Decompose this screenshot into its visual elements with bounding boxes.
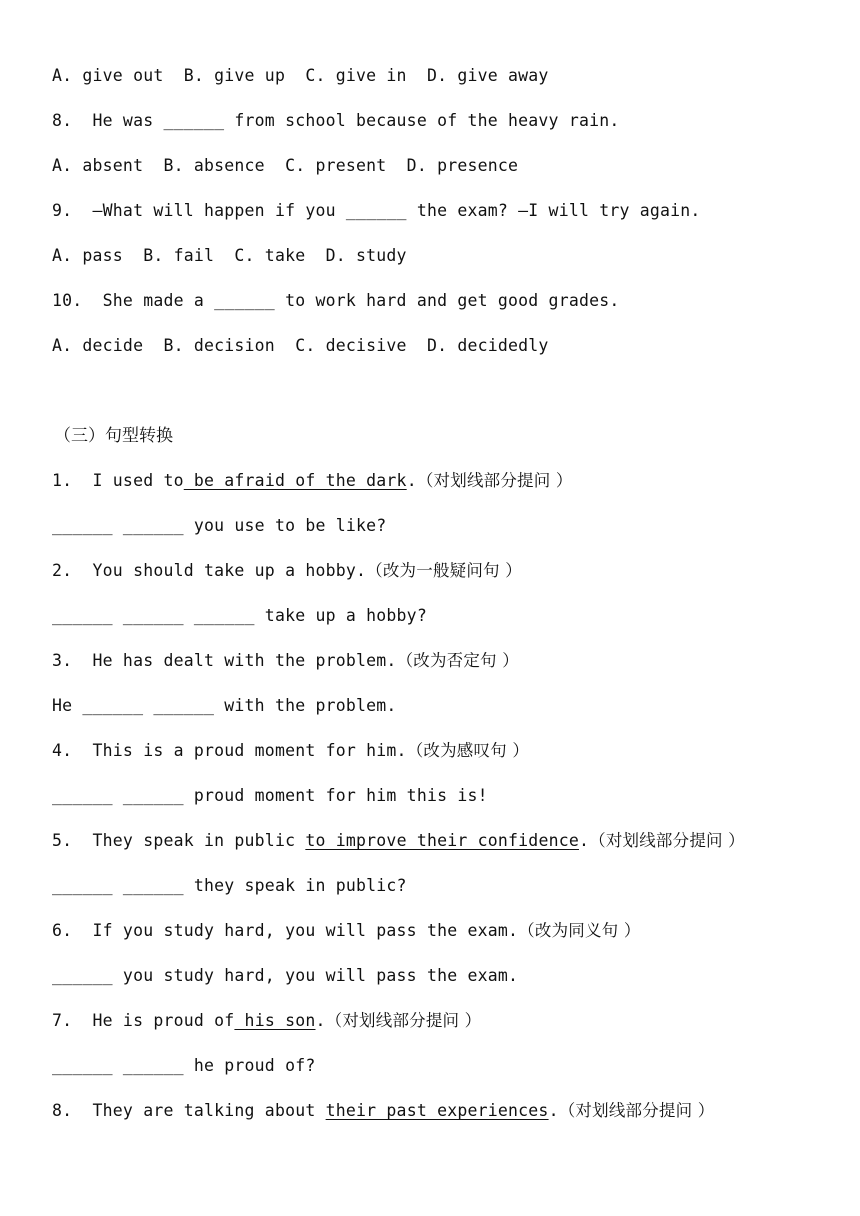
instruction-note: （对划线部分提问 ） bbox=[325, 1011, 482, 1030]
underlined-phrase: his son bbox=[234, 1011, 316, 1030]
answer-line: ______ ______ he proud of? bbox=[52, 1056, 316, 1075]
answer-line: ______ ______ ______ take up a hobby? bbox=[52, 606, 427, 625]
q9-options: A. pass B. fail C. take D. study bbox=[52, 246, 407, 265]
transform-question bbox=[52, 830, 745, 852]
instruction-note: （改为感叹句 ） bbox=[406, 741, 530, 760]
question-punct: . bbox=[578, 831, 590, 850]
q10-stem: 10. She made a ______ to work hard and get good grades. bbox=[52, 291, 620, 310]
underlined-phrase: their past experiences bbox=[325, 1101, 549, 1120]
instruction-note: （对划线部分提问 ） bbox=[416, 471, 573, 490]
instruction-note: （改为否定句 ） bbox=[396, 651, 519, 670]
transform-question bbox=[52, 920, 641, 942]
question-text: 3. He has dealt with the problem. bbox=[52, 651, 397, 670]
instruction-note: （改为同义句 ） bbox=[518, 921, 641, 940]
question-punct: . bbox=[315, 1011, 326, 1030]
underlined-phrase: be afraid of the dark bbox=[183, 471, 407, 490]
question-text: 2. You should take up a hobby. bbox=[52, 561, 367, 580]
section-heading: （三）句型转换 bbox=[54, 426, 173, 446]
transform-question bbox=[52, 1100, 714, 1122]
q9-stem: 9. —What will happen if you ______ the exam? —I will try again. bbox=[52, 201, 701, 220]
underlined-phrase: to improve their confidence bbox=[305, 831, 579, 850]
answer-line: ______ ______ you use to be like? bbox=[52, 516, 387, 535]
transform-question bbox=[52, 650, 519, 672]
question-text: 5. They speak in public bbox=[52, 831, 306, 850]
answer-line: ______ ______ they speak in public? bbox=[52, 876, 407, 895]
instruction-note: （改为一般疑问句 ） bbox=[366, 561, 522, 580]
question-text: 6. If you study hard, you will pass the exam. bbox=[52, 921, 519, 940]
q7-options: A. give out B. give up C. give in D. give away bbox=[52, 66, 549, 85]
question-text: 7. He is proud of bbox=[52, 1011, 235, 1030]
transform-question bbox=[52, 1010, 481, 1032]
instruction-note: （对划线部分提问 ） bbox=[558, 1101, 715, 1120]
question-punct: . bbox=[406, 471, 417, 490]
q8-options: A. absent B. absence C. present D. presence bbox=[52, 156, 519, 175]
answer-line: He ______ ______ with the problem. bbox=[52, 696, 397, 715]
instruction-note: （对划线部分提问 ） bbox=[589, 831, 745, 850]
transform-question bbox=[52, 560, 522, 582]
question-punct: . bbox=[548, 1101, 559, 1120]
transform-question bbox=[52, 470, 573, 492]
q10-options: A. decide B. decision C. decisive D. decidedly bbox=[52, 336, 549, 355]
question-text: 4. This is a proud moment for him. bbox=[52, 741, 407, 760]
q8-stem: 8. He was ______ from school because of the heavy rain. bbox=[52, 111, 620, 130]
answer-line: ______ ______ proud moment for him this is! bbox=[52, 786, 488, 805]
question-text: 1. I used to bbox=[52, 471, 184, 490]
transform-question bbox=[52, 740, 529, 762]
answer-line: ______ you study hard, you will pass the exam. bbox=[52, 966, 519, 985]
question-text: 8. They are talking about bbox=[52, 1101, 326, 1120]
